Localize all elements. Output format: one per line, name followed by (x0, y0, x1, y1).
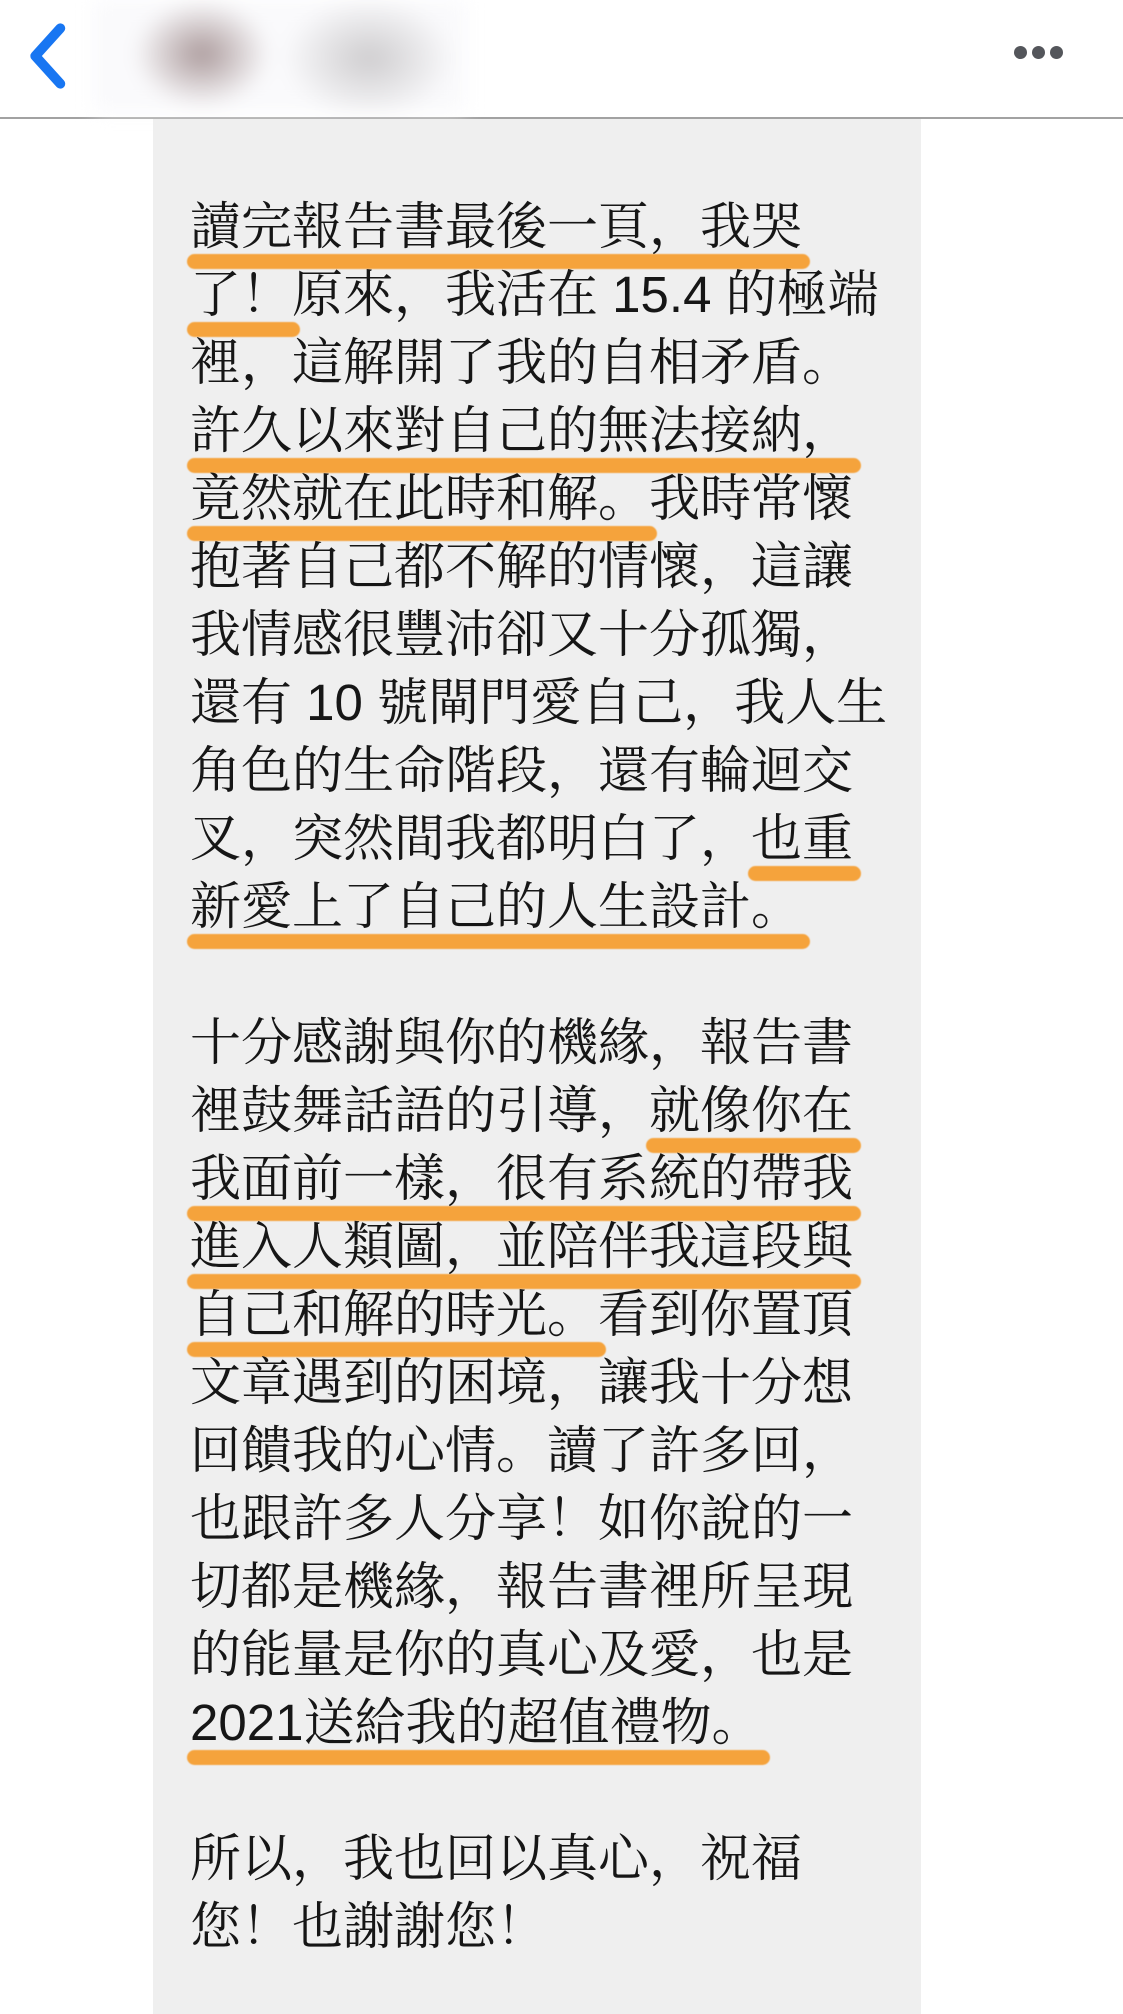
text-segment: 原來，我活在 15.4 的極端 (292, 266, 879, 323)
message-line (190, 1825, 906, 1893)
message-line (190, 465, 906, 533)
message-line (190, 1621, 906, 1689)
text-segment: 我時常懷 (649, 470, 854, 527)
message-line (190, 193, 906, 261)
message-line (190, 601, 906, 669)
text-segment: 切都是機緣，報告書裡所呈現 (190, 1558, 854, 1615)
highlighted-text-segment: 也重 (751, 805, 853, 873)
text-segment: 角色的生命階段，還有輪迴交 (190, 742, 854, 799)
highlighted-text-segment: 新愛上了自己的人生設計。 (190, 873, 802, 941)
highlighted-text-segment: 許久以來對自己的無法接納， (190, 397, 853, 465)
message-line (190, 873, 906, 941)
message-line (190, 1893, 906, 1961)
message-line (190, 669, 906, 737)
message-line (190, 1145, 906, 1213)
text-segment: 所以，我也回以真心，祝福 (190, 1830, 803, 1887)
message-line (190, 397, 906, 465)
text-segment: 文章遇到的困境，讓我十分想 (190, 1354, 854, 1411)
top-navigation-bar (0, 0, 1123, 119)
message-line (190, 1553, 906, 1621)
message-line (190, 805, 906, 873)
message-line (190, 1077, 906, 1145)
text-segment: 您！也謝謝您！ (190, 1898, 548, 1955)
message-line (190, 533, 906, 601)
message-line (190, 1689, 906, 1757)
message-line (190, 1281, 906, 1349)
ellipsis-horizontal-icon (1014, 46, 1027, 59)
text-segment: 的能量是你的真心及愛，也是 (190, 1626, 854, 1683)
highlighted-text-segment: 讀完報告書最後一頁，我哭 (190, 193, 802, 261)
text-segment: 叉，突然間我都明白了， (190, 810, 752, 867)
text-segment: 看到你置頂 (598, 1286, 854, 1343)
more-options-button[interactable] (999, 26, 1077, 78)
text-segment: 還有 10 號閘門愛自己，我人生 (190, 674, 888, 731)
message-line (190, 1417, 906, 1485)
highlighted-text-segment: 自己和解的時光。 (190, 1281, 598, 1349)
text-segment: 回饋我的心情。讀了許多回， (190, 1422, 854, 1479)
text-segment: 裡鼓舞話語的引導， (190, 1082, 650, 1139)
contact-name-blurred[interactable] (94, 0, 466, 112)
text-segment: 我情感很豐沛卻又十分孤獨， (190, 606, 854, 663)
message-line (190, 1485, 906, 1553)
message-line (190, 1009, 906, 1077)
highlighted-text-segment: 2021送給我的超值禮物。 (190, 1689, 762, 1757)
chevron-left-icon (24, 22, 68, 90)
highlighted-text-segment: 我面前一樣，很有系統的帶我 (190, 1145, 853, 1213)
message-paragraph (190, 193, 906, 941)
message-line (190, 737, 906, 805)
message-line (190, 329, 906, 397)
message-line (190, 1213, 906, 1281)
highlighted-text-segment: 了！ (190, 261, 292, 329)
message-line (190, 261, 906, 329)
back-button[interactable] (14, 12, 78, 100)
text-segment: 也跟許多人分享！如你說的一 (190, 1490, 854, 1547)
text-segment: 十分感謝與你的機緣，報告書 (190, 1014, 854, 1071)
ellipsis-horizontal-icon (1050, 46, 1063, 59)
text-segment: 抱著自己都不解的情懷，這讓 (190, 538, 854, 595)
message-paragraph (190, 1009, 906, 1757)
message-bubble (153, 119, 921, 2014)
highlighted-text-segment: 就像你在 (649, 1077, 853, 1145)
message-line (190, 1349, 906, 1417)
ellipsis-horizontal-icon (1032, 46, 1045, 59)
message-text (190, 193, 906, 1961)
text-segment: 裡，這解開了我的自相矛盾。 (190, 334, 854, 391)
highlighted-text-segment: 竟然就在此時和解。 (190, 465, 649, 533)
message-paragraph (190, 1825, 906, 1961)
highlighted-text-segment: 進入人類圖，並陪伴我這段與 (190, 1213, 853, 1281)
